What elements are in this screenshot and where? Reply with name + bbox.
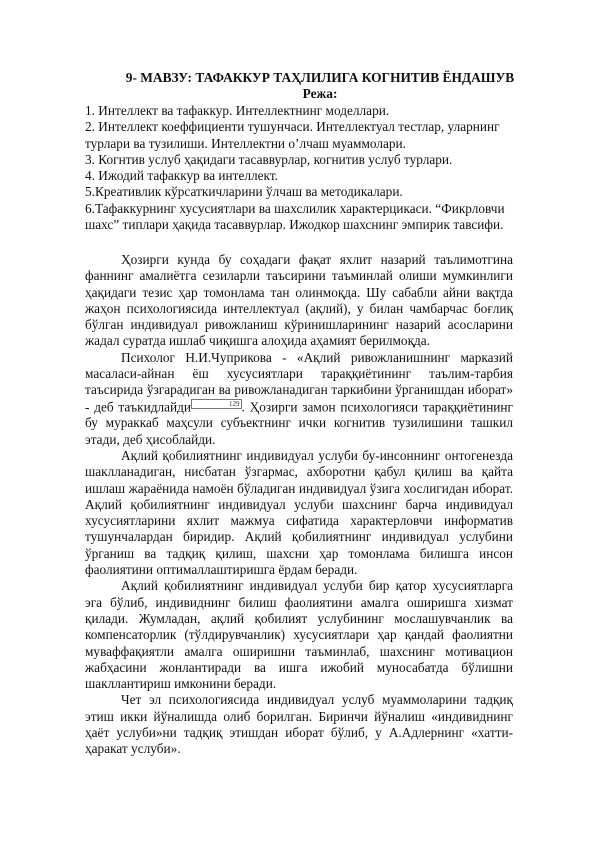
paragraph: Ақлий қобилиятнинг индивидуал услуби бу-инсоннинг онтогенезда шаклланадиган, нисбатан ўзгармас, ахборотни қабул қилиш ва қайта ишлаш жараёнида намоён бўладиган индивидуал ўзига хослигидан иборат. Ақлий қобилиятнинг индивидуал услуби шахснинг барча индивидуал хусусиятларини яхлит мажмуа сифатида характерловчи информатив тушунчалардан биридир. Ақлий қобилиятнинг индивидуал услубини ўрганиш ва тадқиқ қилиш, шахсни ҳар томонлама билишга инсон фаолиятини оптималлаштиришга ёрдам беради. <box>85 447 513 578</box>
paragraph <box>85 350 513 448</box>
body-text <box>85 252 513 758</box>
plan-item: 6.Тафаккурнинг хусусиятлари ва шахслилик характерцикаси. “Фикрловчи <box>85 200 505 216</box>
paragraph: Ҳозирги кунда бу соҳадаги фақат яхлит назарий таълимотгина фаннинг амалиётга сезиларли таъсирини таъминлай олиши мумкинлиги ҳақидаги тезис ҳар томонлама тан олинмоқда. Шу сабабли айни вақтда жаҳон психологиясида интеллектуал (ақлий), у билан чамбарчас боғлиқ бўлган индивидуал ривожланиш кўринишларининг назарий асосларини жадал суратда ишлаб чиқишга алоҳида аҳамият берилмоқда. <box>85 252 513 349</box>
plan-item: 5.Креативлик кўрсаткичларини ўлчаш ва методикалари. <box>85 184 403 200</box>
paragraph-text: Психолог Н.И.Чуприкова - «Ақлий ривожланишнинг марказий масаласи-айнан ёш хусусиятлари тараққиётининг таълим-тарбия таъсирида ўзгарадиган ва ривожланадиган таркибини ўрганишдан иборат» - деб таъкидлайди <box>85 349 513 415</box>
plan-item: турлари ва тузилиши. Интеллектни о’лчаш муаммолари. <box>85 135 406 151</box>
plan-item: шахс” типлари ҳақида тасаввурлар. Ижодкор шахснинг эмпирик тавсифи. <box>85 217 504 233</box>
plan-list <box>85 103 555 233</box>
plan-item: 1. Интеллект ва тафаккур. Интеллектнинг моделлари. <box>85 103 390 118</box>
footnote-reference[interactable]: 129 <box>191 399 242 409</box>
plan-item: 2. Интеллект коеффициенти тушунчаси. Интеллектуал тестлар, уларнинг <box>85 119 500 135</box>
plan-item: 3. Когнтив услуб ҳақидаги тасаввурлар, когнитив услуб турлари. <box>85 151 453 167</box>
plan-heading: Режа: <box>302 86 338 101</box>
paragraph: Чет эл психологиясида индивидуал услуб муаммоларини тадқиқ этиш икки йўналишда олиб борилган. Биринчи йўналиш «индивиднинг ҳаёт услуби»ни тадқиқ этишдан иборат бўлиб, у А.Адлернинг «хатти-ҳаракат услуби». <box>85 692 513 757</box>
paragraph-text: . Ҳозирги замон психологияси тараққиётининг бу мураккаб маҳсули субъектнинг ички когнитив тузилишини ташкил этади, деб ҳисоблайди. <box>85 399 513 447</box>
plan-item: 4. Ижодий тафаккур ва интеллект. <box>85 168 278 184</box>
paragraph: Ақлий қобилиятнинг индивидуал услуби бир қатор хусусиятларга эга бўлиб, индивиднинг билиш фаолиятини амалга оширишга хизмат қилади. Жумладан, ақлий қобилият услубининг мослашувчанлик ва компенсаторлик (тўлдирувчанлик) хусусиятлари ҳар қандай фаолиятни муваффақиятли амалга оширишни таъминлаб, шахснинг мотивацион жабҳасини жонлантиради ва ишга ижобий муносабатда бўлишни шакллантириш имконини беради. <box>85 578 513 692</box>
page-title: 9- МАВЗУ: ТАФАККУР ТАҲЛИЛИГА КОГНИТИВ ЁНДАШУВ <box>125 70 515 85</box>
